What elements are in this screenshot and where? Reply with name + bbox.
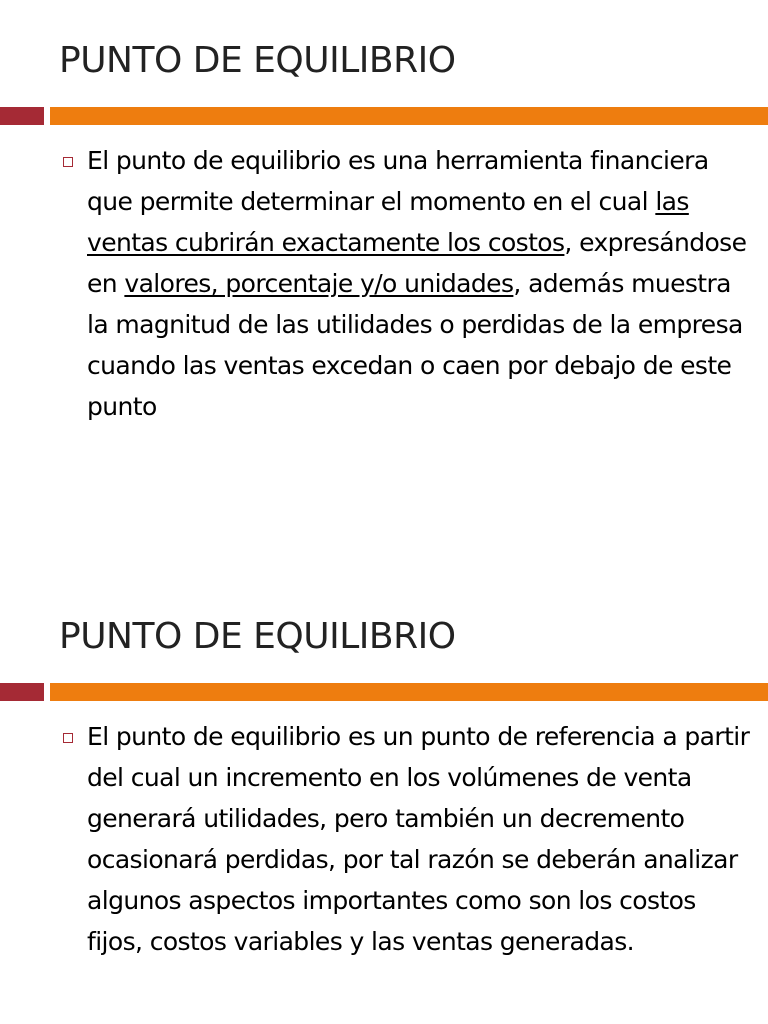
title-accent-bar-red (0, 107, 44, 125)
underlined-phrase: las ventas cubrirán exactamente los costos (87, 187, 689, 257)
title-accent-bar-orange (50, 683, 768, 701)
square-bullet-icon (63, 157, 73, 167)
slide-title: PUNTO DE EQUILIBRIO (59, 40, 456, 81)
bullet-text-part: El punto de equilibrio es una herramienta financiera que permite determinar el momento en el cual (87, 146, 709, 216)
slide-2 (0, 576, 768, 1024)
bullet-text-part: , además muestra la magnitud de las utilidades o perdidas de la empresa cuando las ventas excedan o caen por debajo de este punto (87, 269, 743, 421)
underlined-phrase: valores, porcentaje y/o unidades (124, 269, 514, 298)
square-bullet-icon (63, 733, 73, 743)
bullet-text: El punto de equilibrio es un punto de referencia a partir del cual un incremento en los volúmenes de venta generará utilidades, pero también un decremento ocasionará perdidas, por tal razón se deberán analizar algunos aspectos importantes como son los costos fijos, costos variables y las ventas generadas. (87, 722, 750, 956)
title-accent-bar-red (0, 683, 44, 701)
title-accent-bar-orange (50, 107, 768, 125)
slide-title: PUNTO DE EQUILIBRIO (59, 616, 456, 657)
bullet-text (87, 140, 757, 427)
bullet-text-part: , expresándose en (87, 228, 747, 298)
